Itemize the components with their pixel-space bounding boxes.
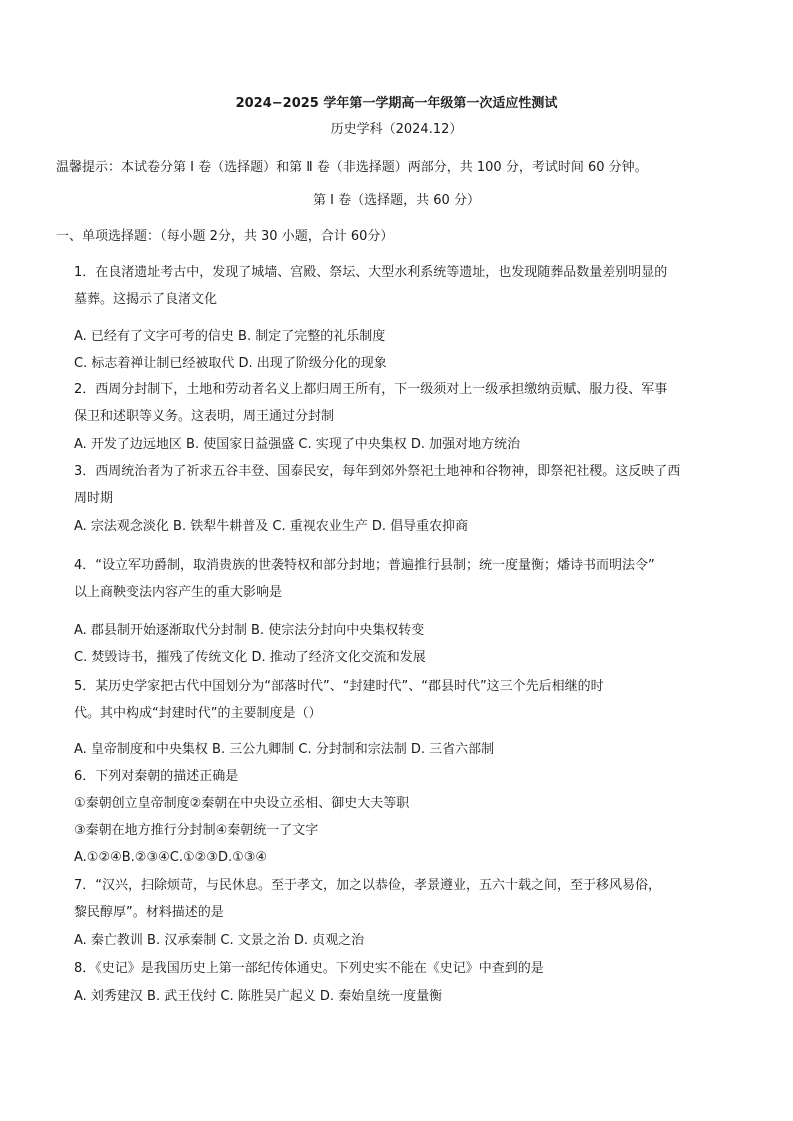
q7-stem-line2: 黎民醇厚”。材料描述的是 xyxy=(74,905,224,920)
q2-options-line1: A. 开发了边远地区 B. 使国家日益强盛 C. 实现了中央集权 D. 加强对地方统治 xyxy=(74,437,521,452)
q4-options-line2: C. 焚毁诗书，摧残了传统文化 D. 推动了经济文化交流和发展 xyxy=(74,650,426,665)
part1-title: 第 Ⅰ 卷（选择题，共 60 分） xyxy=(313,193,480,208)
q5-options-line1: A. 皇帝制度和中央集权 B. 三公九卿制 C. 分封制和宗法制 D. 三省六部制 xyxy=(74,742,495,757)
q6-stem-line1: 6．下列对秦朝的描述正确是 xyxy=(74,769,239,784)
q4-options-line1: A. 郡县制开始逐渐取代分封制 B. 使宗法分封向中央集权转变 xyxy=(74,623,425,638)
q1-options-line1: A. 已经有了文字可考的信史 B. 制定了完整的礼乐制度 xyxy=(74,329,386,344)
q6-options-line1: A.①②④B.②③④C.①②③D.①③④ xyxy=(74,850,268,865)
exam-subtitle: 历史学科（2024.12） xyxy=(330,122,463,137)
q2-stem-line2: 保卫和述职等义务。这表明，周王通过分封制 xyxy=(74,409,335,424)
q7-options-line1: A. 秦亡教训 B. 汉承秦制 C. 文景之治 D. 贞观之治 xyxy=(74,933,365,948)
q1-stem-line1: 1．在良渚遗址考古中，发现了城墙、宫殿、祭坛、大型水利系统等遗址，也发现随葬品数量差别明显的 xyxy=(74,265,668,280)
q1-options-line2: C. 标志着禅让制已经被取代 D. 出现了阶级分化的现象 xyxy=(74,356,387,371)
q2-stem-line1: 2．西周分封制下，土地和劳动者名义上都归周王所有，下一级须对上一级承担缴纳贡赋、服力役、军事 xyxy=(74,382,668,397)
exam-notice: 温馨提示：本试卷分第 Ⅰ 卷（选择题）和第 Ⅱ 卷（非选择题）两部分，共 100 分，考试时间 60 分钟。 xyxy=(56,160,648,175)
q1-stem-line2: 墓葬。这揭示了良渚文化 xyxy=(74,292,218,307)
q3-stem-line2: 周时期 xyxy=(74,491,114,506)
q5-stem-line2: 代。其中构成“封建时代”的主要制度是（） xyxy=(74,706,322,721)
q8-stem-line1: 8．《史记》是我国历史上第一部纪传体通史。下列史实不能在《史记》中查到的是 xyxy=(74,961,544,976)
q3-stem-line1: 3．西周统治者为了祈求五谷丰登、国泰民安，每年到郊外祭祀土地神和谷物神，即祭祀社稷。这反映了西 xyxy=(74,464,681,479)
exam-title: 2024−2025 学年第一学期高一年级第一次适应性测试 xyxy=(235,96,558,111)
q8-options-line1: A. 刘秀建汉 B. 武王伐纣 C. 陈胜吴广起义 D. 秦始皇统一度量衡 xyxy=(74,989,443,1004)
section-title: 一、单项选择题：（每小题 2分，共 30 小题，合计 60分） xyxy=(56,229,394,244)
q7-stem-line1: 7．“汉兴，扫除烦苛，与民休息。至于孝文，加之以恭俭，孝景遵业，五六十载之间，至于移风易俗， xyxy=(74,878,662,893)
q5-stem-line1: 5．某历史学家把古代中国划分为“部落时代”、“封建时代”、“郡县时代”这三个先后相继的时 xyxy=(74,679,604,694)
q6-item-line2: ③秦朝在地方推行分封制④秦朝统一了文字 xyxy=(74,823,319,838)
q4-stem-line1: 4．“设立军功爵制，取消贵族的世袭特权和部分封地；普遍推行县制；统一度量衡；燔诗书而明法令” xyxy=(74,558,655,573)
q4-stem-line2: 以上商鞅变法内容产生的重大影响是 xyxy=(74,585,283,600)
q3-options-line1: A. 宗法观念淡化 B. 铁犁牛耕普及 C. 重视农业生产 D. 倡导重农抑商 xyxy=(74,519,469,534)
q6-item-line1: ①秦朝创立皇帝制度②秦朝在中央设立丞相、御史大夫等职 xyxy=(74,796,410,811)
